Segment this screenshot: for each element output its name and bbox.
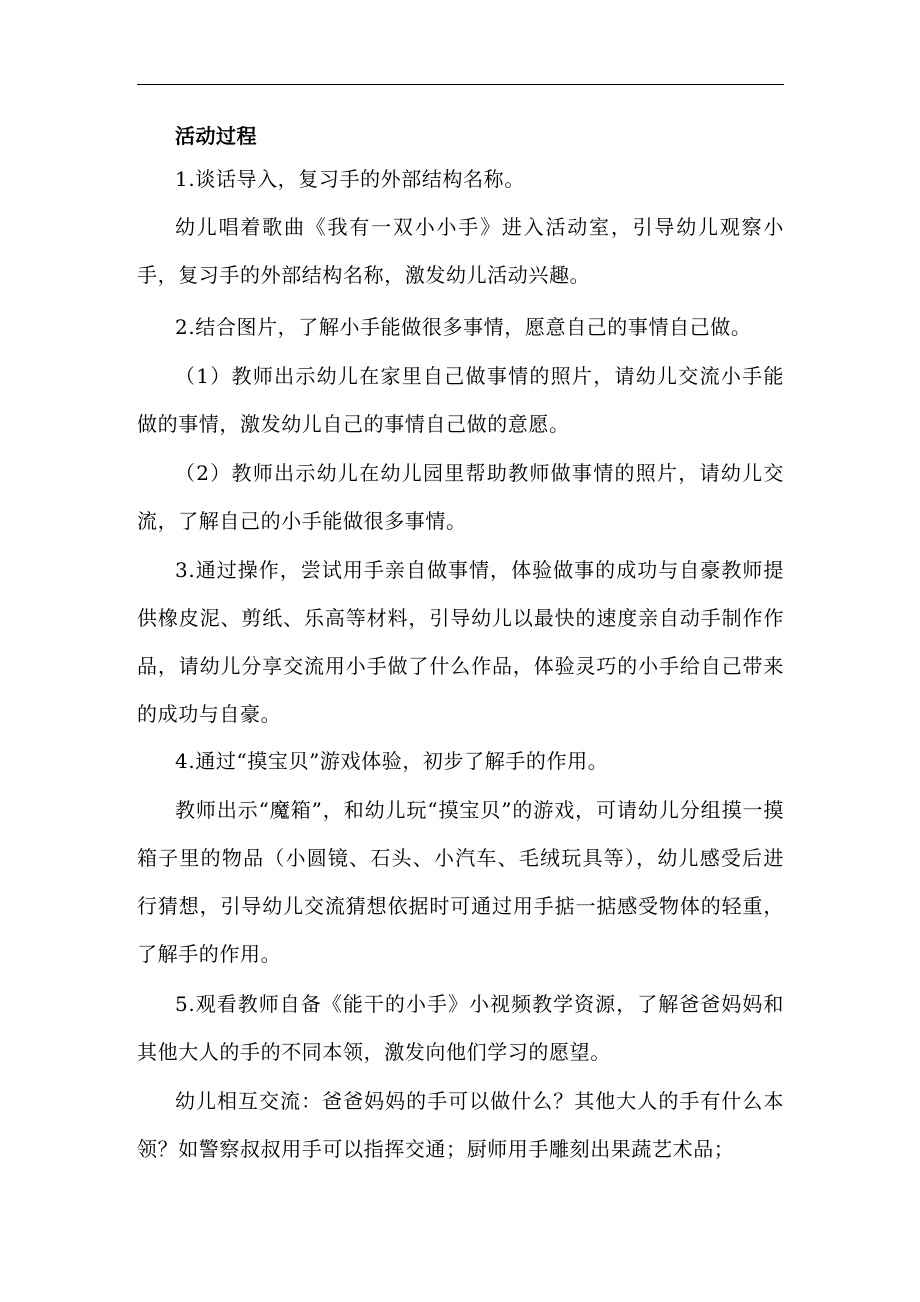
step-4-body: 教师出示“魔箱”，和幼儿玩“摸宝贝”的游戏，可请幼儿分组摸一摸箱子里的物品（小圆镜、石头、小汽车、毛绒玩具等），幼儿感受后进行猜想，引导幼儿交流猜想依据时可通过用手掂一掂感受物体的轻重，了解手的作用。 <box>137 798 784 966</box>
step-1-title: 1.谈话导入，复习手的外部结构名称。 <box>175 167 525 191</box>
step-2-item-2: （2）教师出示幼儿在幼儿园里帮助教师做事情的照片，请幼儿交流，了解自己的小手能做很多事情。 <box>137 461 784 533</box>
step-5-body: 幼儿相互交流：爸爸妈妈的手可以做什么？其他大人的手有什么本领？如警察叔叔用手可以指挥交通；厨师用手雕刻出果蔬艺术品； <box>137 1089 784 1161</box>
step-2-title: 2.结合图片，了解小手能做很多事情，愿意自己的事情自己做。 <box>175 315 752 339</box>
step-4-title: 4.通过“摸宝贝”游戏体验，初步了解手的作用。 <box>175 749 609 773</box>
step-2-item-1: （1）教师出示幼儿在家里自己做事情的照片，请幼儿交流小手能做的事情，激发幼儿自己的事情自己做的意愿。 <box>137 364 784 436</box>
header-rule <box>137 84 784 85</box>
section-heading: 活动过程 <box>175 124 257 148</box>
step-3-body: 3.通过操作，尝试用手亲自做事情，体验做事的成功与自豪教师提供橡皮泥、剪纸、乐高等材料，引导幼儿以最快的速度亲自动手制作作品，请幼儿分享交流用小手做了什么作品，体验灵巧的小手给自己带来的成功与自豪。 <box>137 558 784 726</box>
step-5-title: 5.观看教师自备《能干的小手》小视频教学资源，了解爸爸妈妈和其他大人的手的不同本领，激发向他们学习的愿望。 <box>137 992 784 1064</box>
step-1-body: 幼儿唱着歌曲《我有一双小小手》进入活动室，引导幼儿观察小手，复习手的外部结构名称，激发幼儿活动兴趣。 <box>137 215 784 287</box>
